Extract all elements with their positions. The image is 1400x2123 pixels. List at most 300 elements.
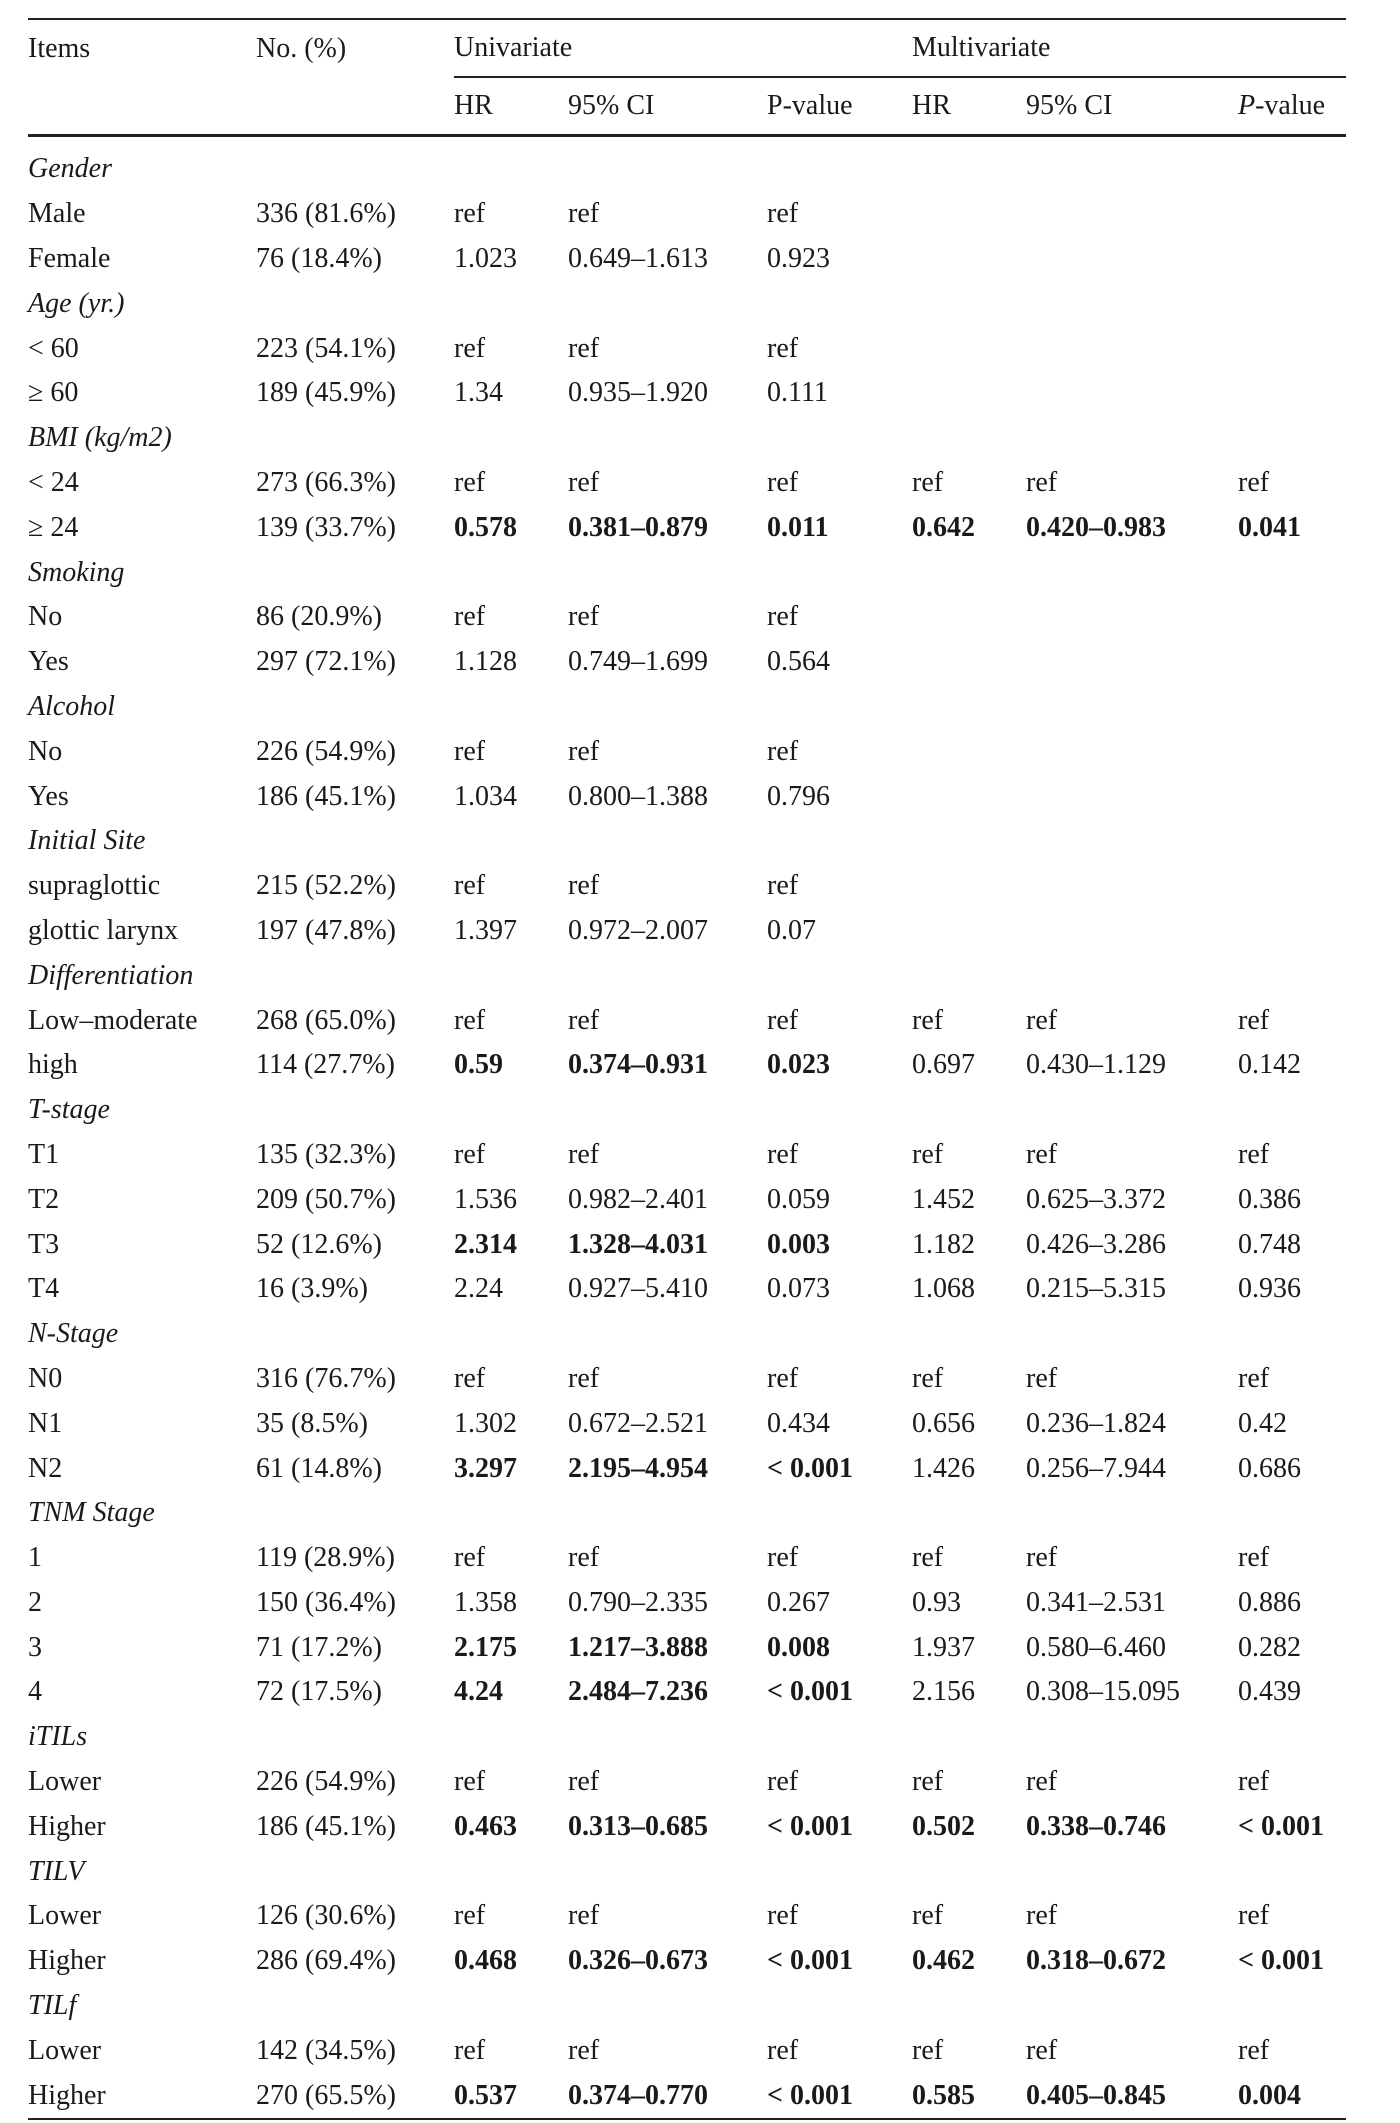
multi-p-cell [1238,729,1346,774]
uni-hr-cell: 1.397 [454,914,517,946]
multi-ci-cell [1026,774,1238,819]
count-cell: 270 (65.5%) [256,2073,454,2119]
table-row [28,729,1346,774]
item-cell: 1 [28,1542,42,1574]
multi-ci-cell: 0.215–5.315 [1026,1273,1166,1305]
table-row [28,1760,1346,1805]
multi-ci-cell [1026,371,1238,416]
header-uni-hr: HR [454,77,568,136]
uni-hr-cell: 1.358 [454,1586,517,1618]
uni-hr-cell: ref [454,1004,486,1036]
multi-p-cell [1238,640,1346,685]
multi-hr-cell [912,326,1026,371]
item-cell: N0 [28,1362,63,1394]
uni-hr-cell: 0.537 [454,2073,568,2119]
multi-ci-cell: 0.580–6.460 [1026,1631,1166,1663]
uni-hr-cell: 1.302 [454,1407,517,1439]
cox-regression-table-container [28,18,1346,2120]
group-label: TILV [28,1855,85,1887]
multi-p-cell: 0.886 [1238,1586,1301,1618]
uni-hr-cell: 1.536 [454,1183,517,1215]
uni-p-cell: ref [767,1004,799,1036]
header-uni-p: P-value [767,77,912,136]
item-cell: < 24 [28,466,79,498]
table-row [28,1939,1346,1984]
uni-p-cell: ref [767,870,799,902]
multi-ci-cell [1026,909,1238,954]
count-cell: 189 (45.9%) [256,377,396,409]
count-cell: 268 (65.0%) [256,1004,396,1036]
group-label: TILf [28,1990,77,2022]
multi-hr-cell: 1.426 [912,1452,975,1484]
item-cell: 4 [28,1676,42,1708]
uni-ci-cell: 2.484–7.236 [568,1676,708,1708]
table-row [28,1222,1346,1267]
multi-p-cell [1238,326,1346,371]
uni-p-cell: 0.011 [767,511,829,543]
uni-hr-cell: ref [454,2034,486,2066]
uni-p-cell: 0.434 [767,1407,830,1439]
uni-p-cell: ref [767,332,799,364]
uni-p-cell: 0.003 [767,1228,830,1260]
multi-p-cell: 0.686 [1238,1452,1301,1484]
multi-ci-cell [1026,864,1238,909]
header-multi-p [1238,77,1346,136]
uni-ci-cell: 0.927–5.410 [568,1273,708,1305]
multi-ci-cell: 0.308–15.095 [1026,1676,1180,1708]
group-label: T-stage [28,1094,110,1126]
uni-p-cell: 0.796 [767,780,830,812]
table-row [28,998,1346,1043]
multi-hr-cell: 1.182 [912,1228,975,1260]
uni-ci-cell: 0.313–0.685 [568,1810,708,1842]
multi-hr-cell: ref [912,1542,944,1574]
uni-p-cell: < 0.001 [767,2073,912,2119]
table-row [28,774,1346,819]
multi-hr-cell [912,909,1026,954]
table-row [28,461,1346,506]
group-header-row [28,1715,1346,1760]
header-blank-items [28,77,256,136]
uni-ci-cell: 0.374–0.931 [568,1049,708,1081]
count-cell: 150 (36.4%) [256,1586,396,1618]
uni-p-cell: ref [767,1138,799,1170]
uni-ci-cell: 0.374–0.770 [568,2073,767,2119]
count-cell: 223 (54.1%) [256,332,396,364]
cox-regression-table [28,18,1346,2120]
multi-hr-cell: 0.502 [912,1810,975,1842]
table-row [28,237,1346,282]
multi-p-cell: 0.748 [1238,1228,1301,1260]
uni-p-cell: ref [767,1900,799,1932]
uni-hr-cell: ref [454,1362,486,1394]
item-cell: Male [28,198,86,230]
uni-ci-cell: 2.195–4.954 [568,1452,708,1484]
item-cell: N2 [28,1452,63,1484]
multi-hr-cell: ref [912,1004,944,1036]
multi-hr-cell: 0.585 [912,2073,1026,2119]
multi-p-cell: ref [1238,1138,1270,1170]
multi-hr-cell: 0.642 [912,511,975,543]
multi-ci-cell [1026,237,1238,282]
count-cell: 142 (34.5%) [256,2034,396,2066]
item-cell: Lower [28,1766,102,1798]
item-cell: Higher [28,2073,256,2119]
multi-hr-cell [912,371,1026,416]
count-cell: 35 (8.5%) [256,1407,368,1439]
uni-hr-cell: 0.463 [454,1810,517,1842]
item-cell: supraglottic [28,870,161,902]
multi-hr-cell: ref [912,466,944,498]
group-label: BMI (kg/m2) [28,422,172,454]
uni-ci-cell: 0.935–1.920 [568,377,708,409]
uni-hr-cell: 1.128 [454,646,517,678]
uni-p-cell: 0.111 [767,377,828,409]
count-cell: 16 (3.9%) [256,1273,368,1305]
table-row [28,1894,1346,1939]
group-header-row [28,1849,1346,1894]
uni-ci-cell: 0.381–0.879 [568,511,708,543]
header-multi-p-rest: -value [1255,90,1326,121]
uni-hr-cell: 1.34 [454,377,503,409]
count-cell: 135 (32.3%) [256,1138,396,1170]
uni-p-cell: 0.07 [767,914,816,946]
group-label: Alcohol [28,690,116,722]
multi-ci-cell: 0.625–3.372 [1026,1183,1166,1215]
multi-p-cell [1238,774,1346,819]
multi-p-cell [1238,595,1346,640]
group-label: Initial Site [28,825,146,857]
table-body [28,136,1346,2120]
uni-hr-cell: 2.314 [454,1228,517,1260]
uni-hr-cell: 2.175 [454,1631,517,1663]
multi-p-cell [1238,864,1346,909]
count-cell: 76 (18.4%) [256,242,382,274]
uni-ci-cell: ref [568,1004,600,1036]
uni-p-cell: 0.267 [767,1586,830,1618]
multi-hr-cell [912,864,1026,909]
multi-p-cell: ref [1238,1004,1270,1036]
item-cell: N1 [28,1407,63,1439]
group-header-row [28,1312,1346,1357]
multi-ci-cell: ref [1026,1138,1058,1170]
group-label: Gender [28,153,112,185]
group-header-row [28,819,1346,864]
group-header-row [28,281,1346,326]
item-cell: glottic larynx [28,914,179,946]
multi-p-cell: 0.936 [1238,1273,1301,1305]
group-header-row [28,953,1346,998]
item-cell: Yes [28,780,69,812]
table-row [28,192,1346,237]
uni-ci-cell: 1.217–3.888 [568,1631,708,1663]
uni-hr-cell: ref [454,332,486,364]
table-row [28,1670,1346,1715]
multi-hr-cell: 0.93 [912,1586,961,1618]
item-cell: T3 [28,1228,60,1260]
multi-p-cell [1238,192,1346,237]
group-header-row [28,550,1346,595]
multi-hr-cell: 1.068 [912,1273,975,1305]
item-cell: No [28,601,63,633]
uni-hr-cell: 4.24 [454,1676,503,1708]
multi-hr-cell: ref [912,1900,944,1932]
multi-p-cell: 0.282 [1238,1631,1301,1663]
multi-ci-cell [1026,326,1238,371]
table-row [28,1536,1346,1581]
multi-hr-cell: ref [912,1766,944,1798]
table-row [28,326,1346,371]
count-cell: 273 (66.3%) [256,466,396,498]
multi-ci-cell: ref [1026,2034,1058,2066]
uni-hr-cell: ref [454,466,486,498]
uni-hr-cell: ref [454,1900,486,1932]
header-blank-no [256,77,454,136]
multi-ci-cell: 0.318–0.672 [1026,1945,1166,1977]
item-cell: Yes [28,646,69,678]
uni-p-cell: 0.059 [767,1183,830,1215]
uni-p-cell: ref [767,1766,799,1798]
uni-hr-cell: ref [454,1542,486,1574]
table-row [28,1177,1346,1222]
header-multi-ci: 95% CI [1026,77,1238,136]
uni-ci-cell: ref [568,601,600,633]
item-cell: ≥ 24 [28,511,79,543]
uni-hr-cell: 0.59 [454,1049,503,1081]
multi-p-cell: < 0.001 [1238,1945,1324,1977]
uni-p-cell: ref [767,466,799,498]
multi-hr-cell: 0.697 [912,1049,975,1081]
group-header-row [28,1088,1346,1133]
item-cell: Lower [28,1900,102,1932]
uni-ci-cell: 0.800–1.388 [568,780,708,812]
multi-p-cell: ref [1238,1766,1270,1798]
header-multivariate: Multivariate [912,19,1346,77]
multi-p-cell: 0.041 [1238,511,1301,543]
item-cell: 3 [28,1631,42,1663]
multi-p-cell: ref [1238,1900,1270,1932]
item-cell: Female [28,242,111,274]
uni-hr-cell: 1.034 [454,780,517,812]
uni-p-cell: 0.073 [767,1273,830,1305]
item-cell: 2 [28,1586,42,1618]
item-cell: T4 [28,1273,60,1305]
uni-ci-cell: 0.326–0.673 [568,1945,708,1977]
item-cell: Higher [28,1810,106,1842]
multi-p-cell: ref [1238,1362,1270,1394]
table-row [28,595,1346,640]
count-cell: 72 (17.5%) [256,1676,382,1708]
uni-p-cell: ref [767,601,799,633]
group-header-row [28,136,1346,192]
table-row [28,1446,1346,1491]
uni-hr-cell: 1.023 [454,242,517,274]
multi-p-cell: ref [1238,1542,1270,1574]
multi-hr-cell [912,729,1026,774]
multi-ci-cell: ref [1026,1004,1058,1036]
multi-hr-cell [912,237,1026,282]
multi-hr-cell: 0.462 [912,1945,975,1977]
multi-ci-cell: 0.341–2.531 [1026,1586,1166,1618]
header-multi-p-letter: P [1238,90,1256,121]
uni-p-cell: 0.023 [767,1049,830,1081]
multi-hr-cell [912,774,1026,819]
multi-p-cell: 0.004 [1238,2073,1346,2119]
count-cell: 226 (54.9%) [256,735,396,767]
uni-ci-cell: ref [568,1900,600,1932]
multi-p-cell: ref [1238,2034,1270,2066]
count-cell: 336 (81.6%) [256,198,396,230]
header-items: Items [28,19,256,77]
group-label: TNM Stage [28,1497,155,1529]
multi-hr-cell: 1.937 [912,1631,975,1663]
count-cell: 197 (47.8%) [256,914,396,946]
group-label: N-Stage [28,1318,119,1350]
item-cell: ≥ 60 [28,377,79,409]
multi-hr-cell: ref [912,1362,944,1394]
table-row [28,640,1346,685]
uni-ci-cell: ref [568,735,600,767]
count-cell: 52 (12.6%) [256,1228,382,1260]
uni-hr-cell: ref [454,1138,486,1170]
uni-p-cell: ref [767,2034,799,2066]
header-univariate: Univariate [454,19,912,77]
item-cell: Low–moderate [28,1004,198,1036]
multi-ci-cell [1026,729,1238,774]
table-row [28,1401,1346,1446]
count-cell: 297 (72.1%) [256,646,396,678]
uni-hr-cell: 3.297 [454,1452,517,1484]
multi-ci-cell: ref [1026,1362,1058,1394]
count-cell: 186 (45.1%) [256,1810,396,1842]
group-header-row [28,416,1346,461]
uni-hr-cell: ref [454,735,486,767]
multi-ci-cell [1026,192,1238,237]
uni-hr-cell: ref [454,1766,486,1798]
uni-p-cell: < 0.001 [767,1810,853,1842]
uni-p-cell: ref [767,735,799,767]
item-cell: high [28,1049,78,1081]
count-cell: 119 (28.9%) [256,1542,395,1574]
group-label: Differentiation [28,959,194,991]
table-header [28,19,1346,136]
header-no-pct: No. (%) [256,19,454,77]
uni-p-cell: ref [767,198,799,230]
group-label: iTILs [28,1721,88,1753]
multi-hr-cell: 0.656 [912,1407,975,1439]
uni-hr-cell: 0.468 [454,1945,517,1977]
header-uni-ci: 95% CI [568,77,767,136]
count-cell: 286 (69.4%) [256,1945,396,1977]
uni-p-cell: < 0.001 [767,1945,853,1977]
count-cell: 71 (17.2%) [256,1631,382,1663]
count-cell: 126 (30.6%) [256,1900,396,1932]
multi-hr-cell [912,640,1026,685]
multi-p-cell: 0.42 [1238,1407,1287,1439]
uni-ci-cell: ref [568,466,600,498]
table-row [28,864,1346,909]
multi-p-cell [1238,237,1346,282]
group-label: Age (yr.) [28,287,125,319]
uni-ci-cell: ref [568,1362,600,1394]
uni-ci-cell: 0.672–2.521 [568,1407,708,1439]
table-row [28,1804,1346,1849]
uni-p-cell: 0.008 [767,1631,830,1663]
count-cell: 215 (52.2%) [256,870,396,902]
uni-hr-cell: ref [454,870,486,902]
multi-ci-cell: ref [1026,1766,1058,1798]
uni-ci-cell: 0.972–2.007 [568,914,708,946]
multi-p-cell: 0.439 [1238,1676,1301,1708]
group-header-row [28,1491,1346,1536]
multi-ci-cell: 0.420–0.983 [1026,511,1166,543]
multi-ci-cell: 0.426–3.286 [1026,1228,1166,1260]
multi-hr-cell: 1.452 [912,1183,975,1215]
multi-p-cell [1238,909,1346,954]
header-row-sub [28,77,1346,136]
multi-ci-cell: 0.256–7.944 [1026,1452,1166,1484]
count-cell: 61 (14.8%) [256,1452,382,1484]
table-row [28,1581,1346,1626]
uni-p-cell: ref [767,1542,799,1574]
uni-p-cell: ref [767,1362,799,1394]
item-cell: Higher [28,1945,106,1977]
multi-ci-cell: ref [1026,1900,1058,1932]
uni-ci-cell: ref [568,1766,600,1798]
count-cell: 86 (20.9%) [256,601,382,633]
table-row [28,1043,1346,1088]
uni-hr-cell: ref [454,198,486,230]
multi-ci-cell: 0.236–1.824 [1026,1407,1166,1439]
header-row-top [28,19,1346,77]
uni-ci-cell: ref [568,870,600,902]
count-cell: 226 (54.9%) [256,1766,396,1798]
multi-p-cell: 0.386 [1238,1183,1301,1215]
uni-ci-cell: ref [568,198,600,230]
uni-p-cell: < 0.001 [767,1676,853,1708]
table-row [28,1357,1346,1402]
table-row [28,505,1346,550]
item-cell: No [28,735,63,767]
multi-p-cell: ref [1238,466,1270,498]
item-cell: T1 [28,1138,60,1170]
table-row [28,1267,1346,1312]
uni-hr-cell: ref [454,601,486,633]
multi-ci-cell: 0.405–0.845 [1026,2073,1238,2119]
uni-p-cell: 0.923 [767,242,830,274]
multi-hr-cell: ref [912,1138,944,1170]
multi-hr-cell [912,192,1026,237]
multi-p-cell: < 0.001 [1238,1810,1324,1842]
multi-hr-cell [912,595,1026,640]
table-row [28,2028,1346,2073]
multi-ci-cell [1026,640,1238,685]
uni-ci-cell: ref [568,1138,600,1170]
count-cell: 139 (33.7%) [256,511,396,543]
group-header-row [28,685,1346,730]
uni-ci-cell: 0.649–1.613 [568,242,708,274]
table-row [28,909,1346,954]
multi-ci-cell: ref [1026,466,1058,498]
uni-ci-cell: 0.749–1.699 [568,646,708,678]
uni-ci-cell: ref [568,2034,600,2066]
multi-hr-cell: 2.156 [912,1676,975,1708]
count-cell: 186 (45.1%) [256,780,396,812]
item-cell: < 60 [28,332,79,364]
header-multi-hr: HR [912,77,1026,136]
uni-ci-cell: 0.982–2.401 [568,1183,708,1215]
multi-ci-cell: 0.338–0.746 [1026,1810,1166,1842]
